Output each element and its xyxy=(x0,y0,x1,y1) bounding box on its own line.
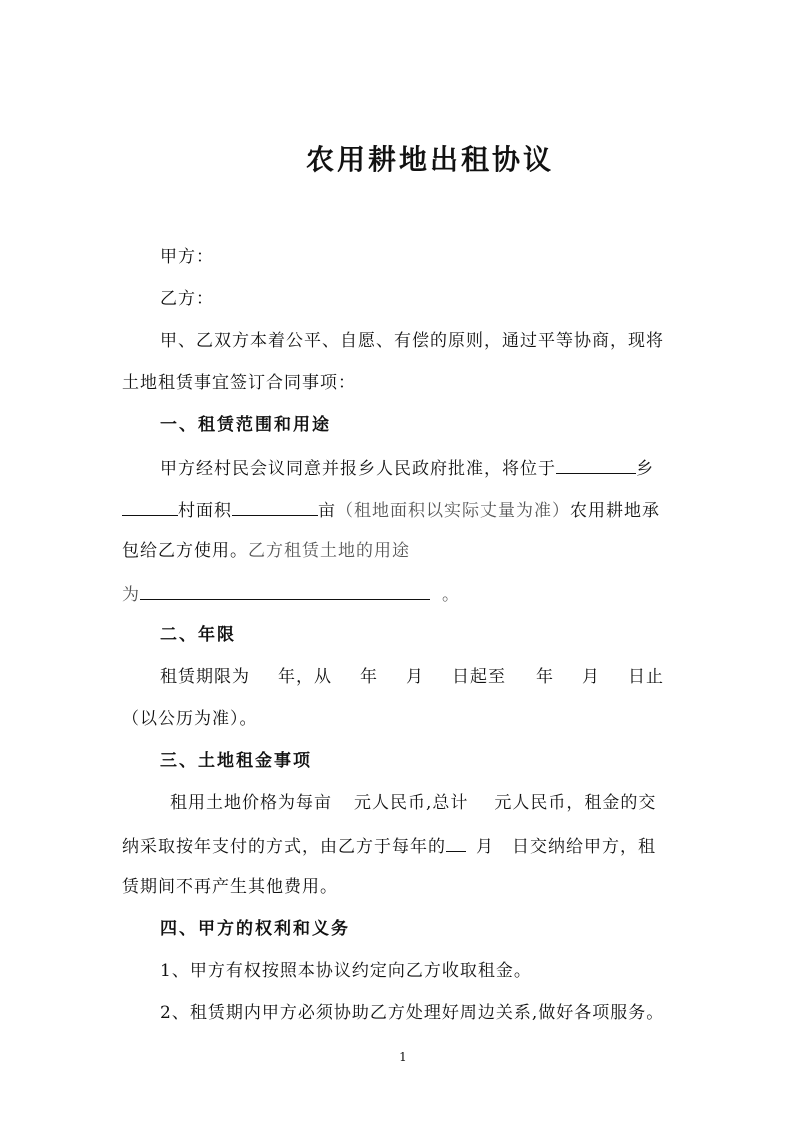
section-4-item-1: 1、甲方有权按照本协议约定向乙方收取租金。 xyxy=(160,961,532,981)
section-3-line-2 xyxy=(122,833,656,859)
section-2-heading: 二、年限 xyxy=(160,625,236,645)
intro-line-1: 甲、乙双方本着公平、自愿、有偿的原则，通过平等协商，现将 xyxy=(160,331,664,351)
term-text: 月 xyxy=(582,667,600,687)
term-text: 日起至 xyxy=(452,667,506,687)
section-1-text: 村面积 xyxy=(178,501,232,521)
section-2-line-2: （以公历为准）。 xyxy=(122,709,258,729)
section-1-text: 乡 xyxy=(636,459,654,479)
usage-label: 乙方租赁土地的用途 xyxy=(248,541,410,561)
area-blank xyxy=(232,497,318,516)
section-1-line-2 xyxy=(122,497,660,523)
area-note: （租地面积以实际丈量为准） xyxy=(336,501,570,521)
rent-text: 元人民币,总计 xyxy=(354,793,469,813)
usage-end: 。 xyxy=(442,585,460,605)
section-1-heading: 一、租赁范围和用途 xyxy=(160,415,331,435)
section-1-line-1 xyxy=(160,455,654,481)
rent-text: 租用土地价格为每亩 xyxy=(170,793,332,813)
term-text: 年 xyxy=(536,667,554,687)
section-4-heading: 四、甲方的权利和义务 xyxy=(160,919,350,939)
section-3-line-3: 赁期间不再产生其他费用。 xyxy=(122,877,338,897)
section-3-heading: 三、土地租金事项 xyxy=(160,751,312,771)
village-blank xyxy=(122,497,178,516)
party-b-label: 乙方： xyxy=(160,289,214,309)
intro-line-2: 土地租赁事宜签订合同事项： xyxy=(122,373,356,393)
page-number: 1 xyxy=(399,1050,407,1064)
term-text: 租赁期限为 xyxy=(160,667,250,687)
document-title: 农用耕地出租协议 xyxy=(305,143,554,176)
section-1-line-4 xyxy=(122,581,460,607)
section-1-text: 甲方经村民会议同意并报乡人民政府批准，将位于 xyxy=(160,459,556,479)
section-1-text: 亩 xyxy=(318,501,336,521)
township-blank xyxy=(556,455,636,474)
section-1-text: 包给乙方使用。 xyxy=(122,541,248,561)
usage-blank xyxy=(140,581,430,600)
rent-text: 月 xyxy=(476,837,494,857)
term-text: 月 xyxy=(406,667,424,687)
party-a-label: 甲方： xyxy=(160,247,214,267)
month-blank xyxy=(446,833,466,852)
rent-text: 纳采取按年支付的方式，由乙方于每年的 xyxy=(122,837,446,857)
section-3-line-1 xyxy=(170,791,656,815)
section-4-item-2: 2、租赁期内甲方必须协助乙方处理好周边关系,做好各项服务。 xyxy=(160,1003,665,1023)
rent-text: 元人民币，租金的交 xyxy=(494,793,657,813)
section-2-line-1 xyxy=(160,665,664,689)
usage-prefix: 为 xyxy=(122,585,140,605)
term-text: 年 xyxy=(360,667,378,687)
section-1-line-3 xyxy=(122,539,410,563)
section-1-text: 农用耕地承 xyxy=(570,501,660,521)
rent-text: 日交纳给甲方，租 xyxy=(512,837,656,857)
term-text: 年，从 xyxy=(278,667,332,687)
term-text: 日止 xyxy=(628,667,664,687)
